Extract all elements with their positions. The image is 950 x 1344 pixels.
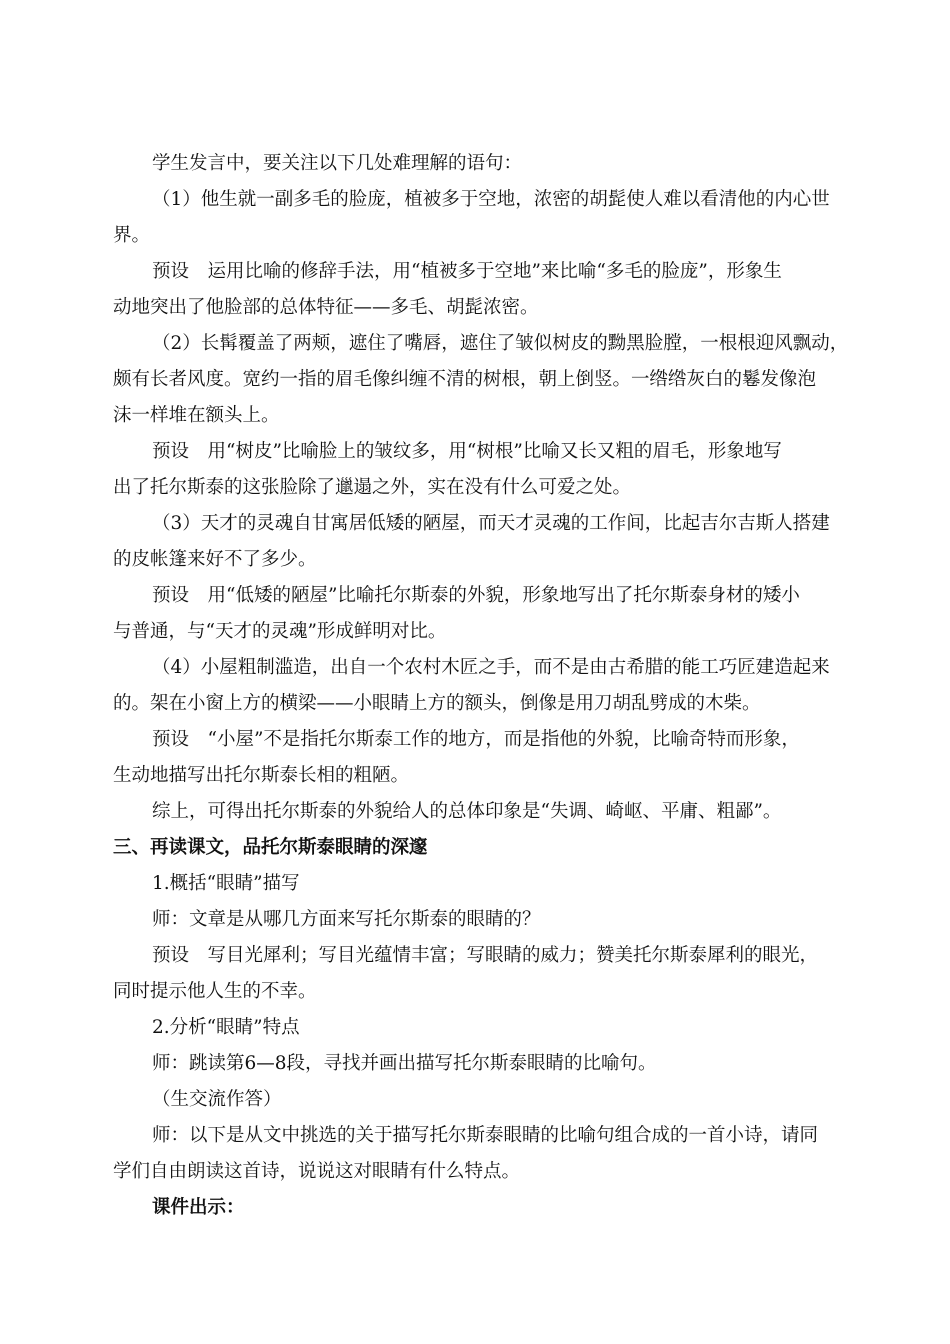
text-line: 预设 用“树皮”比喻脸上的皱纹多，用“树根”比喻又长又粗的眉毛，形象地写 (152, 441, 782, 462)
courseware-label: 课件出示： (152, 1197, 245, 1218)
text-line: 学生发言中，要关注以下几处难理解的语句： (152, 153, 523, 174)
section-heading: 三、再读课文，品托尔斯泰眼睛的深邃 (113, 837, 428, 858)
text-line: 预设 “小屋”不是指托尔斯泰工作的地方，而是指他的外貌，比喻奇特而形象， (152, 729, 800, 750)
text-line: （3）天才的灵魂自甘寓居低矮的陋屋，而天才灵魂的工作间，比起吉尔吉斯人搭建 (152, 513, 830, 534)
text-line: 预设 用“低矮的陋屋”比喻托尔斯泰的外貌，形象地写出了托尔斯泰身材的矮小 (152, 585, 800, 606)
text-line: （1）他生就一副多毛的脸庞，植被多于空地，浓密的胡髭使人难以看清他的内心世 (152, 189, 830, 210)
text-line: 师：以下是从文中挑选的关于描写托尔斯泰眼睛的比喻句组合成的一首小诗，请同 (152, 1125, 819, 1146)
text-line: 的。架在小窗上方的横梁——小眼睛上方的额头，倒像是用刀胡乱劈成的木柴。 (113, 693, 761, 714)
text-line: 师：跳读第6—8段，寻找并画出描写托尔斯泰眼睛的比喻句。 (152, 1053, 657, 1074)
text-line: 预设 运用比喻的修辞手法，用“植被多于空地”来比喻“多毛的脸庞”，形象生 (152, 261, 782, 282)
text-line: 沫一样堆在额头上。 (113, 405, 280, 426)
text-line: 学们自由朗读这首诗，说说这对眼睛有什么特点。 (113, 1161, 521, 1182)
text-line: 1.概括“眼睛”描写 (152, 873, 300, 894)
text-line: 颇有长者风度。宽约一指的眉毛像纠缠不清的树根，朝上倒竖。一绺绺灰白的鬈发像泡 (113, 369, 817, 390)
text-line: 生动地描写出托尔斯泰长相的粗陋。 (113, 765, 410, 786)
text-line: 2.分析“眼睛”特点 (152, 1017, 300, 1038)
text-line: 界。 (113, 225, 151, 246)
text-line: （2）长髯覆盖了两颊，遮住了嘴唇，遮住了皱似树皮的黝黑脸膛，一根根迎风飘动， (152, 333, 849, 354)
text-line: （生交流作答） (152, 1089, 282, 1110)
text-line: 师：文章是从哪几方面来写托尔斯泰的眼睛的？ (152, 909, 541, 930)
text-line: 同时提示他人生的不幸。 (113, 981, 317, 1002)
text-line: 出了托尔斯泰的这张脸除了邋遢之外，实在没有什么可爱之处。 (113, 477, 632, 498)
text-line: 与普通，与“天才的灵魂”形成鲜明对比。 (113, 621, 447, 642)
text-line: 综上，可得出托尔斯泰的外貌给人的总体印象是“失调、崎岖、平庸、粗鄙”。 (152, 801, 782, 822)
text-line: 的皮帐篷来好不了多少。 (113, 549, 317, 570)
text-line: 动地突出了他脸部的总体特征——多毛、胡髭浓密。 (113, 297, 539, 318)
text-line: 预设 写目光犀利；写目光蕴情丰富；写眼睛的威力；赞美托尔斯泰犀利的眼光， (152, 945, 819, 966)
text-line: （4）小屋粗制滥造，出自一个农村木匠之手，而不是由古希腊的能工巧匠建造起来 (152, 657, 830, 678)
